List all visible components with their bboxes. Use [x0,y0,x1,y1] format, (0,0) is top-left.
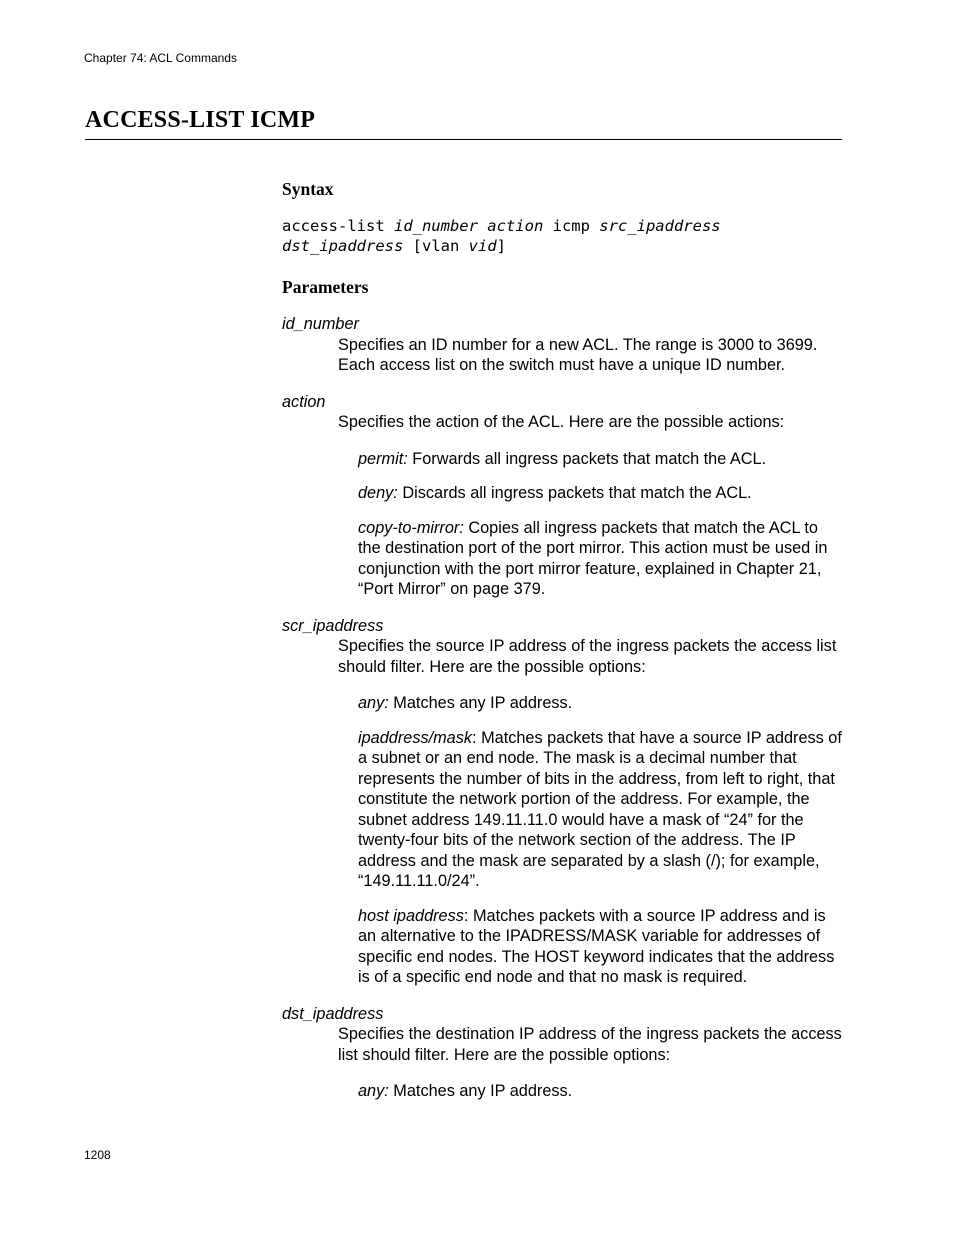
syntax-variable: vid [468,237,497,255]
option-any [358,1081,842,1102]
param-id-number [282,314,842,376]
param-name: action [282,392,326,411]
option-term: any: [358,694,389,712]
syntax-keyword: access-list [282,217,394,235]
option-text: Forwards all ingress packets that match the ACL. [407,449,767,468]
option-term: deny: [358,484,398,502]
running-header: Chapter 74: ACL Commands [84,51,237,65]
option-host-ipaddress [358,906,842,988]
syntax-variable: src_ipaddress [599,217,721,235]
option-any [358,693,842,714]
option-copy-to-mirror [358,518,842,600]
syntax-variable: dst_ipaddress [282,237,404,255]
syntax-heading: Syntax [282,179,334,199]
option-text: Matches any IP address. [388,694,573,712]
option-text: Discards all ingress packets that match the ACL. [397,484,752,502]
option-term: copy-to-mirror: [358,518,464,537]
syntax-block [282,216,842,256]
option-text: Matches any IP address. [388,1082,573,1100]
option-text: : Matches packets with a source IP address and is an alternative to the IPADRESS/MASK variable for addresses of specific end nodes. The HOST keyword indicates that the address is of a specific end node and that no mask is required. [358,906,835,986]
syntax-keyword: [vlan [403,237,469,255]
option-text: : Matches packets that have a source IP address of a subnet or an end node. The mask is a decimal number that represents the number of bits in the address, from left to right, that constitute the network portion of the address. For example, the subnet address 149.11.11.0 would have a mask of “24” for the twenty-four bits of the network section of the address. The IP address and the mask are separated by a slash (/); for example, “149.11.11.0/24”. [358,728,842,890]
option-term: permit: [358,449,408,468]
title-rule [85,139,842,140]
param-name: id_number [282,315,359,333]
page-title: ACCESS-LIST ICMP [85,107,316,133]
page-number: 1208 [84,1148,111,1162]
option-term: host ipaddress [358,906,464,925]
syntax-variable: id_number action [393,217,544,235]
param-description: Specifies the source IP address of the ingress packets the access list should filter. Here are the possible options: [338,637,837,676]
syntax-line-2 [282,236,842,256]
param-dst-ipaddress [282,1004,842,1102]
param-name: dst_ipaddress [282,1004,384,1023]
parameters-heading: Parameters [282,277,369,297]
option-permit [358,449,842,470]
syntax-keyword: icmp [543,217,600,235]
option-term: any: [358,1082,389,1100]
syntax-line-1 [282,216,842,236]
param-description: Specifies an ID number for a new ACL. The range is 3000 to 3699. Each access list on the switch must have a unique ID number. [338,335,818,374]
main-content [282,178,842,1102]
syntax-keyword: ] [496,237,506,255]
param-description: Specifies the action of the ACL. Here are the possible actions: [338,413,785,431]
option-ipaddress-mask [358,728,842,892]
param-description: Specifies the destination IP address of the ingress packets the access list should filter. Here are the possible options: [338,1025,842,1064]
param-name: scr_ipaddress [282,616,384,635]
option-deny [358,483,842,504]
option-text: Copies all ingress packets that match the ACL to the destination port of the port mirror. This action must be used in conjunction with the port mirror feature, explained in Chapter 21, “Port Mirror” on page 379. [358,518,828,598]
param-scr-ipaddress [282,616,842,988]
option-term: ipaddress/mask [358,728,473,747]
param-action [282,392,842,600]
